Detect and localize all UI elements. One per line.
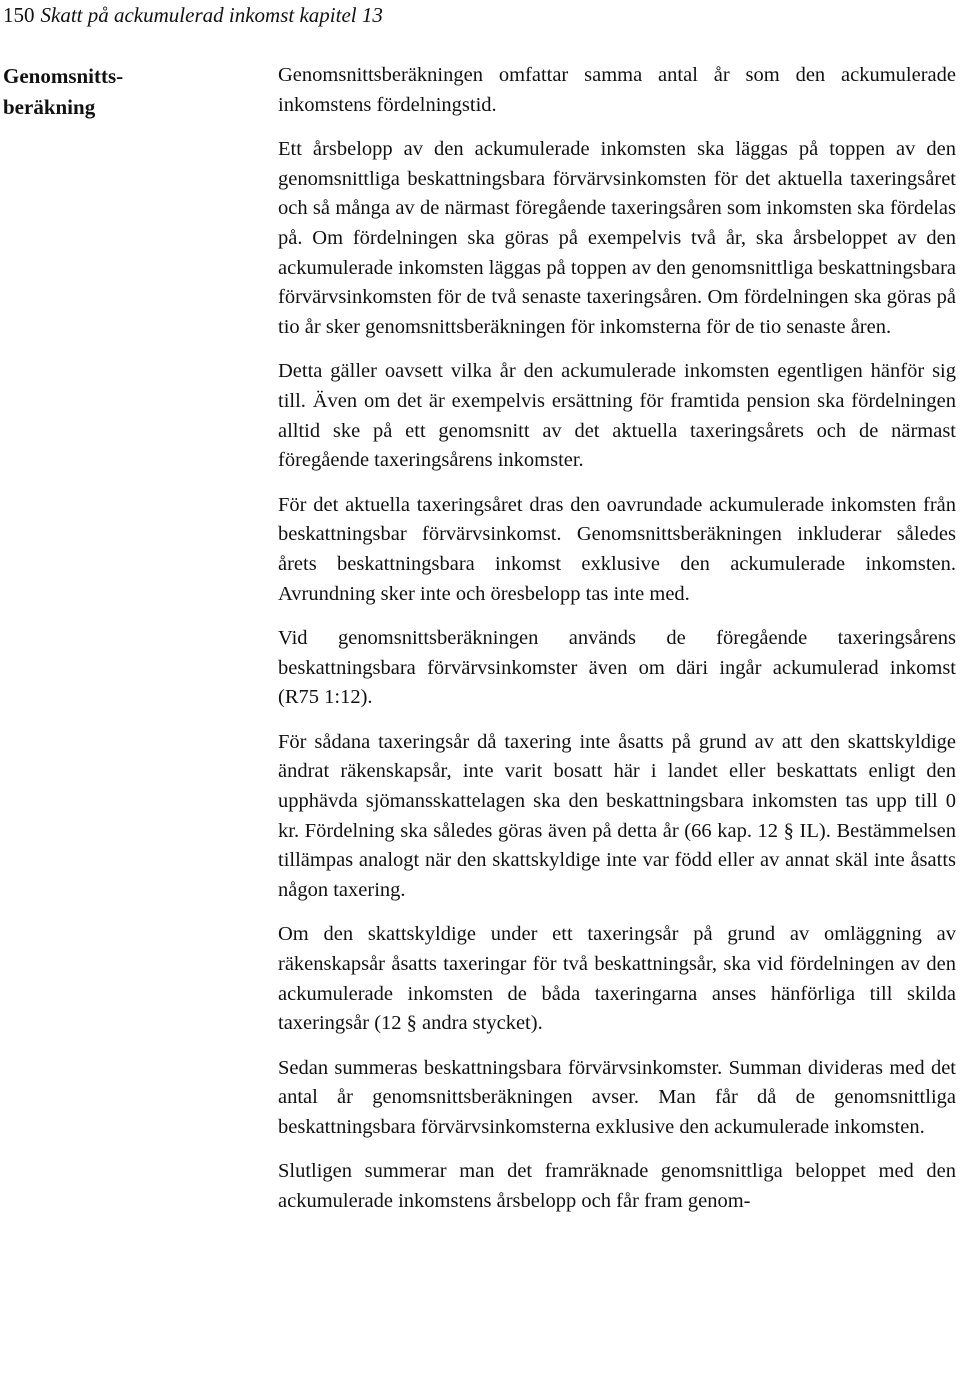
body-text <box>278 61 956 1231</box>
running-header <box>3 2 383 28</box>
paragraph: Slutligen summerar man det framräknade genomsnittliga beloppet med den ackumulerade inkomstens årsbelopp och får fram genom- <box>278 1160 956 1212</box>
margin-heading: Genomsnitts- beräkning <box>3 64 124 119</box>
page-number: 150 <box>3 3 35 27</box>
paragraph: Vid genomsnittsberäkningen används de föregående taxeringsårens beskattningsbara förvärvsinkomster även om däri ingår ackumulerad inkomst (R75 1:12). <box>278 626 956 709</box>
paragraph: Genomsnittsberäkningen omfattar samma antal år som den ackumulerade inkomstens fördelningstid. <box>278 64 956 116</box>
paragraph: Sedan summeras beskattningsbara förvärvsinkomster. Summan divideras med det antal år genomsnittsberäkningen avser. Man får då de genomsnittliga beskattningsbara förvärvsinkomsterna exklusive den ackumulerade inkomsten. <box>278 1056 956 1138</box>
paragraph: För sådana taxeringsår då taxering inte åsatts på grund av att den skattskyldige ändrat räkenskapsår, inte varit bosatt här i landet eller beskattats enligt den upphävda sjömansskattelagen ska den beskattningsbara inkomsten tas upp till 0 kr. Fördelning ska således göras även på detta år (66 kap. 12 § IL). Bestämmelsen tillämpas analogt när den skattskyldige inte var född eller av annat skäl inte åsatts någon taxering. <box>278 730 956 902</box>
chapter-title: Skatt på ackumulerad inkomst kapitel 13 <box>40 3 383 27</box>
paragraph: Ett årsbelopp av den ackumulerade inkomsten ska läggas på toppen av den genomsnittliga beskattningsbara förvärvsinkomsten för det aktuella taxeringsåret och så många av de närmast föregående taxeringsåren som inkomsten ska fördelas på. Om fördelningen ska göras på exempelvis två år, ska årsbeloppet av den ackumulerade inkomsten läggas på toppen av den genomsnittliga beskattningsbara förvärvsinkomsten för de två senaste taxeringsåren. Om fördelningen ska göras på tio år sker genomsnittsberäkningen för inkomsterna för de tio senaste åren. <box>278 137 956 339</box>
paragraph: Detta gäller oavsett vilka år den ackumulerade inkomsten egentligen hänför sig till. Även om det är exempelvis ersättning för framtida pension ska fördelningen alltid ske på ett genomsnitt av det aktuella taxeringsårets och de närmast föregående taxeringsårens inkomster. <box>278 360 956 472</box>
paragraph: Om den skattskyldige under ett taxeringsår på grund av omläggning av räkenskapsår åsatts taxeringar för två beskattningsår, ska vid fördelningen av den ackumulerade inkomsten de båda taxeringarna anses hänförliga till skilda taxeringsår (12 § andra stycket). <box>278 923 956 1035</box>
paragraph: För det aktuella taxeringsåret dras den oavrundade ackumulerade inkomsten från beskattningsbar förvärvsinkomst. Genomsnittsberäkningen inkluderar således årets beskattningsbara inkomst exklusive den ackumulerade inkomsten. Avrundning sker inte och öresbelopp tas inte med. <box>278 493 956 605</box>
